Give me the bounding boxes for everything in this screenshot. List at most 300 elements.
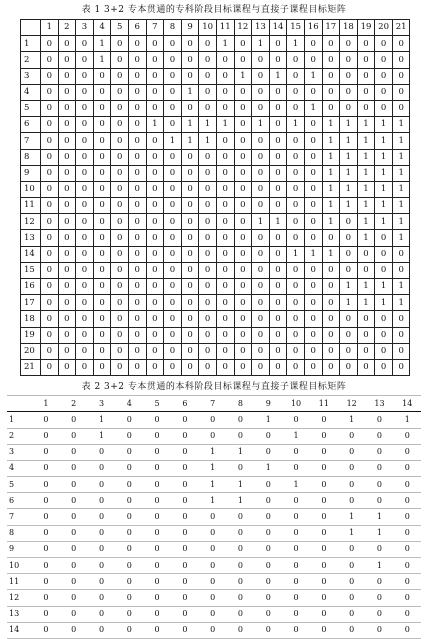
matrix-cell: 0 xyxy=(93,262,111,278)
matrix-cell: 0 xyxy=(164,68,182,84)
row-label: 16 xyxy=(21,279,41,295)
matrix-cell: 0 xyxy=(227,622,255,638)
matrix-cell: 0 xyxy=(93,149,111,165)
matrix-cell: 0 xyxy=(338,541,366,557)
matrix-cell: 0 xyxy=(181,100,199,116)
matrix-cell: 1 xyxy=(199,493,227,509)
matrix-cell: 0 xyxy=(111,311,129,327)
column-header: 21 xyxy=(392,20,410,36)
row-label: 9 xyxy=(7,541,32,557)
table-row xyxy=(21,279,410,295)
table-row xyxy=(7,525,421,541)
matrix-cell: 0 xyxy=(338,622,366,638)
matrix-cell: 0 xyxy=(392,311,410,327)
matrix-cell: 0 xyxy=(269,181,287,197)
matrix-cell: 0 xyxy=(199,295,217,311)
matrix-cell: 0 xyxy=(41,246,59,262)
matrix-cell: 0 xyxy=(58,84,76,100)
matrix-cell: 0 xyxy=(181,52,199,68)
matrix-cell: 0 xyxy=(146,181,164,197)
matrix-cell: 0 xyxy=(199,52,217,68)
matrix-cell: 1 xyxy=(375,117,393,133)
table-row xyxy=(21,52,410,68)
matrix-cell: 0 xyxy=(392,52,410,68)
matrix-cell: 0 xyxy=(93,327,111,343)
row-label: 2 xyxy=(7,428,32,444)
row-label: 10 xyxy=(7,558,32,574)
matrix-cell: 0 xyxy=(234,230,252,246)
matrix-cell: 0 xyxy=(282,606,310,622)
matrix-cell: 0 xyxy=(111,117,129,133)
matrix-cell: 0 xyxy=(304,262,322,278)
matrix-cell: 0 xyxy=(227,606,255,622)
matrix-cell: 0 xyxy=(60,460,88,476)
matrix-cell: 0 xyxy=(366,412,394,428)
matrix-cell: 0 xyxy=(146,295,164,311)
matrix-cell: 0 xyxy=(111,181,129,197)
row-label: 9 xyxy=(21,165,41,181)
matrix-cell: 0 xyxy=(234,149,252,165)
matrix-cell: 1 xyxy=(199,133,217,149)
matrix-cell: 0 xyxy=(282,541,310,557)
matrix-cell: 1 xyxy=(269,214,287,230)
matrix-cell: 0 xyxy=(366,606,394,622)
matrix-cell: 0 xyxy=(357,68,375,84)
table-row xyxy=(21,246,410,262)
matrix-cell: 0 xyxy=(199,327,217,343)
matrix-cell: 0 xyxy=(252,343,270,359)
matrix-cell: 0 xyxy=(216,311,234,327)
row-label: 20 xyxy=(21,343,41,359)
matrix-cell: 1 xyxy=(392,165,410,181)
column-header: 13 xyxy=(366,396,394,412)
table1-caption: 表 1 3+2 专本贯通的专科阶段目标课程与直接子课程目标矩阵 xyxy=(81,5,347,15)
matrix-cell: 0 xyxy=(146,327,164,343)
matrix-cell: 0 xyxy=(199,262,217,278)
matrix-cell: 1 xyxy=(357,279,375,295)
matrix-cell: 0 xyxy=(111,230,129,246)
matrix-cell: 1 xyxy=(252,214,270,230)
matrix-cell: 1 xyxy=(357,117,375,133)
matrix-cell: 0 xyxy=(269,84,287,100)
matrix-cell: 0 xyxy=(32,558,60,574)
row-label: 12 xyxy=(21,214,41,230)
matrix-cell: 0 xyxy=(375,52,393,68)
matrix-cell: 0 xyxy=(199,343,217,359)
matrix-cell: 0 xyxy=(111,262,129,278)
matrix-cell: 0 xyxy=(304,311,322,327)
matrix-cell: 0 xyxy=(234,165,252,181)
matrix-cell: 0 xyxy=(216,165,234,181)
matrix-cell: 0 xyxy=(171,460,199,476)
table-row xyxy=(21,133,410,149)
matrix-cell: 0 xyxy=(88,558,116,574)
matrix-cell: 0 xyxy=(375,100,393,116)
matrix-cell: 0 xyxy=(234,198,252,214)
matrix-cell: 0 xyxy=(128,181,146,197)
matrix-cell: 1 xyxy=(199,444,227,460)
matrix-cell: 0 xyxy=(88,509,116,525)
matrix-cell: 0 xyxy=(366,444,394,460)
matrix-cell: 0 xyxy=(393,525,421,541)
matrix-cell: 0 xyxy=(254,509,282,525)
matrix-cell: 0 xyxy=(269,359,287,375)
matrix-cell: 0 xyxy=(357,246,375,262)
matrix-cell: 0 xyxy=(252,165,270,181)
matrix-cell: 0 xyxy=(76,36,94,52)
matrix-cell: 0 xyxy=(41,311,59,327)
matrix-cell: 0 xyxy=(128,68,146,84)
matrix-cell: 0 xyxy=(146,198,164,214)
matrix-cell: 0 xyxy=(146,246,164,262)
matrix-cell: 0 xyxy=(310,558,338,574)
column-header: 1 xyxy=(32,396,60,412)
matrix-cell: 0 xyxy=(93,117,111,133)
matrix-cell: 0 xyxy=(366,477,394,493)
matrix-cell: 0 xyxy=(357,262,375,278)
matrix-cell: 1 xyxy=(375,198,393,214)
matrix-cell: 0 xyxy=(338,590,366,606)
matrix-cell: 1 xyxy=(375,295,393,311)
matrix-cell: 0 xyxy=(146,84,164,100)
matrix-cell: 0 xyxy=(216,84,234,100)
matrix-cell: 0 xyxy=(199,181,217,197)
matrix-cell: 1 xyxy=(322,149,340,165)
matrix-cell: 0 xyxy=(227,412,255,428)
matrix-cell: 0 xyxy=(60,444,88,460)
matrix-cell: 0 xyxy=(41,359,59,375)
matrix-cell: 0 xyxy=(111,149,129,165)
matrix-cell: 0 xyxy=(357,311,375,327)
matrix-cell: 0 xyxy=(392,246,410,262)
matrix-cell: 0 xyxy=(234,262,252,278)
matrix-cell: 0 xyxy=(252,246,270,262)
matrix-cell: 0 xyxy=(115,622,143,638)
matrix-cell: 0 xyxy=(304,343,322,359)
matrix-cell: 0 xyxy=(143,444,171,460)
matrix-cell: 0 xyxy=(254,541,282,557)
matrix-cell: 1 xyxy=(282,477,310,493)
matrix-cell: 0 xyxy=(375,84,393,100)
matrix-cell: 0 xyxy=(41,68,59,84)
header-row xyxy=(7,396,421,412)
matrix-cell: 0 xyxy=(164,198,182,214)
matrix-cell: 0 xyxy=(88,460,116,476)
matrix-cell: 0 xyxy=(164,181,182,197)
row-label: 8 xyxy=(7,525,32,541)
matrix-cell: 0 xyxy=(338,477,366,493)
matrix-cell: 0 xyxy=(254,493,282,509)
matrix-cell: 1 xyxy=(164,133,182,149)
matrix-cell: 0 xyxy=(338,493,366,509)
matrix-cell: 0 xyxy=(115,558,143,574)
matrix-cell: 1 xyxy=(199,477,227,493)
table-row xyxy=(7,493,421,509)
table-row xyxy=(21,311,410,327)
matrix-cell: 0 xyxy=(41,327,59,343)
column-header: 12 xyxy=(338,396,366,412)
matrix-cell: 1 xyxy=(282,428,310,444)
matrix-cell: 0 xyxy=(76,52,94,68)
matrix-cell: 0 xyxy=(216,262,234,278)
column-header: 5 xyxy=(111,20,129,36)
matrix-cell: 0 xyxy=(227,590,255,606)
matrix-cell: 1 xyxy=(269,68,287,84)
matrix-cell: 0 xyxy=(304,52,322,68)
matrix-cell: 0 xyxy=(269,343,287,359)
table-row xyxy=(7,541,421,557)
column-header: 20 xyxy=(375,20,393,36)
matrix-cell: 0 xyxy=(58,214,76,230)
matrix-cell: 0 xyxy=(93,68,111,84)
matrix-cell: 0 xyxy=(88,477,116,493)
row-label: 19 xyxy=(21,327,41,343)
matrix-cell: 0 xyxy=(252,100,270,116)
matrix-cell: 0 xyxy=(216,52,234,68)
matrix-cell: 0 xyxy=(128,117,146,133)
matrix-cell: 0 xyxy=(282,622,310,638)
matrix-cell: 0 xyxy=(111,359,129,375)
matrix-cell: 0 xyxy=(128,230,146,246)
matrix-cell: 0 xyxy=(146,133,164,149)
column-header: 17 xyxy=(322,20,340,36)
matrix-cell: 1 xyxy=(392,230,410,246)
matrix-cell: 0 xyxy=(287,100,305,116)
matrix-cell: 0 xyxy=(164,36,182,52)
matrix-cell: 0 xyxy=(41,117,59,133)
matrix-cell: 0 xyxy=(304,117,322,133)
matrix-cell: 0 xyxy=(269,279,287,295)
matrix-cell: 0 xyxy=(111,343,129,359)
column-header: 5 xyxy=(143,396,171,412)
matrix-cell: 0 xyxy=(287,68,305,84)
row-label: 1 xyxy=(21,36,41,52)
matrix-cell: 1 xyxy=(181,117,199,133)
matrix-cell: 0 xyxy=(282,525,310,541)
matrix-cell: 0 xyxy=(216,181,234,197)
matrix-cell: 0 xyxy=(234,52,252,68)
matrix-cell: 0 xyxy=(60,590,88,606)
table-row xyxy=(21,100,410,116)
matrix-cell: 0 xyxy=(93,133,111,149)
matrix-cell: 1 xyxy=(357,230,375,246)
matrix-cell: 0 xyxy=(171,558,199,574)
matrix-cell: 0 xyxy=(392,36,410,52)
matrix-cell: 0 xyxy=(282,509,310,525)
matrix-cell: 1 xyxy=(199,117,217,133)
row-label: 3 xyxy=(7,444,32,460)
matrix-cell: 1 xyxy=(392,198,410,214)
matrix-cell: 0 xyxy=(60,606,88,622)
matrix-cell: 1 xyxy=(252,117,270,133)
matrix-cell: 0 xyxy=(76,295,94,311)
matrix-cell: 1 xyxy=(181,133,199,149)
matrix-cell: 1 xyxy=(375,181,393,197)
matrix-cell: 0 xyxy=(269,165,287,181)
matrix-cell: 0 xyxy=(181,230,199,246)
table-row xyxy=(7,606,421,622)
matrix-cell: 0 xyxy=(88,541,116,557)
matrix-cell: 0 xyxy=(41,181,59,197)
matrix-cell: 0 xyxy=(146,149,164,165)
row-label: 3 xyxy=(21,68,41,84)
matrix-cell: 0 xyxy=(338,574,366,590)
matrix-cell: 0 xyxy=(287,52,305,68)
matrix-cell: 0 xyxy=(254,444,282,460)
matrix-cell: 0 xyxy=(146,359,164,375)
matrix-cell: 0 xyxy=(164,343,182,359)
matrix-cell: 0 xyxy=(128,165,146,181)
matrix-cell: 0 xyxy=(32,477,60,493)
table-row xyxy=(21,165,410,181)
matrix-cell: 0 xyxy=(310,622,338,638)
matrix-cell: 0 xyxy=(93,84,111,100)
matrix-cell: 0 xyxy=(199,622,227,638)
matrix-cell: 0 xyxy=(287,327,305,343)
table1-matrix xyxy=(20,19,410,376)
matrix-cell: 0 xyxy=(216,100,234,116)
matrix-cell: 0 xyxy=(269,149,287,165)
matrix-cell: 0 xyxy=(60,412,88,428)
matrix-cell: 0 xyxy=(340,52,358,68)
matrix-cell: 0 xyxy=(93,198,111,214)
matrix-cell: 0 xyxy=(234,117,252,133)
matrix-cell: 1 xyxy=(340,279,358,295)
matrix-cell: 0 xyxy=(171,509,199,525)
matrix-cell: 0 xyxy=(366,590,394,606)
matrix-cell: 0 xyxy=(32,574,60,590)
matrix-cell: 0 xyxy=(181,295,199,311)
matrix-cell: 0 xyxy=(375,68,393,84)
matrix-cell: 0 xyxy=(58,117,76,133)
table-row xyxy=(21,230,410,246)
matrix-cell: 0 xyxy=(375,343,393,359)
matrix-cell: 0 xyxy=(357,100,375,116)
row-label: 12 xyxy=(7,590,32,606)
matrix-cell: 0 xyxy=(146,36,164,52)
table-row xyxy=(21,343,410,359)
matrix-cell: 1 xyxy=(392,133,410,149)
matrix-cell: 1 xyxy=(340,117,358,133)
matrix-cell: 0 xyxy=(164,279,182,295)
matrix-cell: 0 xyxy=(340,100,358,116)
matrix-cell: 0 xyxy=(128,214,146,230)
matrix-cell: 0 xyxy=(115,541,143,557)
column-header: 1 xyxy=(41,20,59,36)
matrix-cell: 0 xyxy=(234,311,252,327)
row-label: 4 xyxy=(7,460,32,476)
row-label: 11 xyxy=(21,198,41,214)
matrix-cell: 0 xyxy=(304,133,322,149)
matrix-cell: 0 xyxy=(128,84,146,100)
matrix-cell: 0 xyxy=(41,36,59,52)
matrix-cell: 1 xyxy=(88,428,116,444)
matrix-cell: 0 xyxy=(128,343,146,359)
matrix-cell: 0 xyxy=(216,295,234,311)
matrix-cell: 0 xyxy=(304,198,322,214)
matrix-cell: 0 xyxy=(181,181,199,197)
matrix-cell: 0 xyxy=(216,149,234,165)
matrix-cell: 0 xyxy=(146,165,164,181)
matrix-cell: 0 xyxy=(199,214,217,230)
matrix-cell: 0 xyxy=(310,493,338,509)
matrix-cell: 0 xyxy=(143,509,171,525)
column-header: 15 xyxy=(287,20,305,36)
matrix-cell: 0 xyxy=(199,590,227,606)
table-row xyxy=(21,36,410,52)
matrix-cell: 0 xyxy=(322,279,340,295)
matrix-cell: 0 xyxy=(60,558,88,574)
matrix-cell: 0 xyxy=(32,541,60,557)
matrix-cell: 0 xyxy=(60,428,88,444)
matrix-cell: 0 xyxy=(41,84,59,100)
matrix-cell: 0 xyxy=(375,230,393,246)
matrix-cell: 0 xyxy=(252,327,270,343)
matrix-cell: 0 xyxy=(128,133,146,149)
matrix-cell: 0 xyxy=(111,214,129,230)
row-label: 15 xyxy=(21,262,41,278)
matrix-cell: 0 xyxy=(234,214,252,230)
matrix-cell: 0 xyxy=(32,622,60,638)
matrix-cell: 0 xyxy=(338,558,366,574)
matrix-cell: 0 xyxy=(111,279,129,295)
matrix-cell: 1 xyxy=(366,558,394,574)
matrix-cell: 0 xyxy=(93,246,111,262)
matrix-cell: 1 xyxy=(93,36,111,52)
matrix-cell: 0 xyxy=(216,246,234,262)
matrix-cell: 0 xyxy=(199,84,217,100)
matrix-cell: 0 xyxy=(171,525,199,541)
column-header: 13 xyxy=(252,20,270,36)
matrix-cell: 0 xyxy=(146,311,164,327)
matrix-cell: 1 xyxy=(340,295,358,311)
matrix-cell: 0 xyxy=(181,198,199,214)
matrix-cell: 1 xyxy=(392,295,410,311)
matrix-cell: 0 xyxy=(41,279,59,295)
matrix-cell: 0 xyxy=(234,181,252,197)
matrix-cell: 0 xyxy=(143,622,171,638)
matrix-cell: 1 xyxy=(340,133,358,149)
matrix-cell: 0 xyxy=(58,133,76,149)
matrix-cell: 0 xyxy=(128,149,146,165)
matrix-cell: 0 xyxy=(115,428,143,444)
matrix-cell: 0 xyxy=(60,574,88,590)
matrix-cell: 0 xyxy=(234,327,252,343)
matrix-cell: 0 xyxy=(41,343,59,359)
matrix-cell: 0 xyxy=(269,311,287,327)
matrix-cell: 0 xyxy=(58,246,76,262)
matrix-cell: 0 xyxy=(393,428,421,444)
matrix-cell: 0 xyxy=(164,100,182,116)
matrix-cell: 0 xyxy=(254,558,282,574)
matrix-cell: 0 xyxy=(32,428,60,444)
matrix-cell: 0 xyxy=(41,295,59,311)
matrix-cell: 0 xyxy=(393,493,421,509)
table-row xyxy=(21,198,410,214)
matrix-cell: 0 xyxy=(58,36,76,52)
matrix-cell: 0 xyxy=(227,541,255,557)
matrix-cell: 0 xyxy=(111,68,129,84)
column-header: 8 xyxy=(164,20,182,36)
matrix-cell: 0 xyxy=(115,525,143,541)
matrix-cell: 0 xyxy=(76,181,94,197)
matrix-cell: 0 xyxy=(392,327,410,343)
matrix-cell: 0 xyxy=(93,100,111,116)
matrix-cell: 0 xyxy=(199,509,227,525)
table-row xyxy=(7,428,421,444)
column-header: 10 xyxy=(199,20,217,36)
matrix-cell: 0 xyxy=(269,100,287,116)
